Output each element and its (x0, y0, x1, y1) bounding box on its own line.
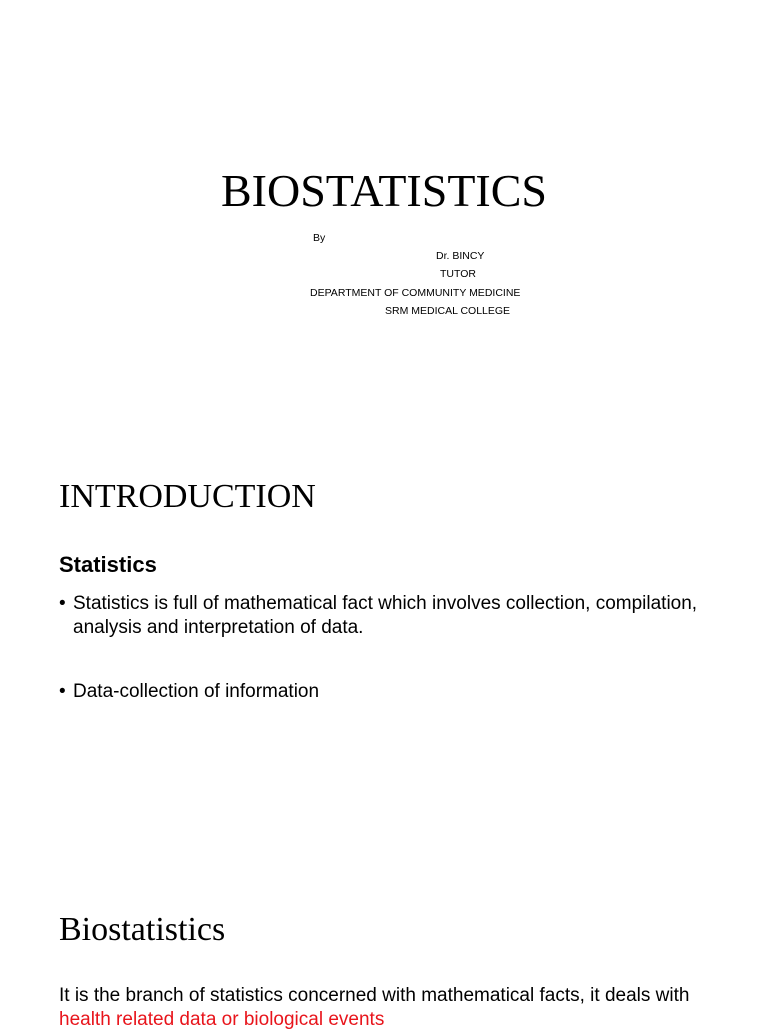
definition-text: It is the branch of statistics concerned with mathematical facts, it deals with (59, 985, 690, 1006)
introduction-slide (0, 430, 768, 860)
introduction-heading: INTRODUCTION (59, 478, 316, 515)
bullet-list (59, 592, 719, 640)
biostatistics-heading: Biostatistics (59, 911, 226, 948)
bullet-item (59, 680, 719, 704)
statistics-subheading: Statistics (59, 552, 157, 577)
biostatistics-definition (59, 984, 719, 1032)
bullet-text: Statistics is full of mathematical fact which involves collection, compilation, analysis and interpretation of data. (73, 593, 698, 638)
by-label: By (313, 232, 326, 244)
author-role: TUTOR (440, 268, 476, 280)
bullet-list (59, 680, 719, 704)
bullet-icon: • (59, 681, 66, 702)
bullet-icon: • (59, 593, 66, 614)
bullet-item (59, 592, 719, 640)
biostatistics-slide (0, 868, 768, 1030)
definition-highlight: health related data or biological events (59, 1009, 385, 1030)
bullet-text: Data-collection of information (73, 681, 320, 702)
author-name: Dr. BINCY (436, 250, 485, 262)
author-department: DEPARTMENT OF COMMUNITY MEDICINE (310, 287, 521, 299)
author-college: SRM MEDICAL COLLEGE (385, 305, 511, 317)
title-slide (0, 0, 768, 420)
presentation-title: BIOSTATISTICS (220, 165, 548, 216)
